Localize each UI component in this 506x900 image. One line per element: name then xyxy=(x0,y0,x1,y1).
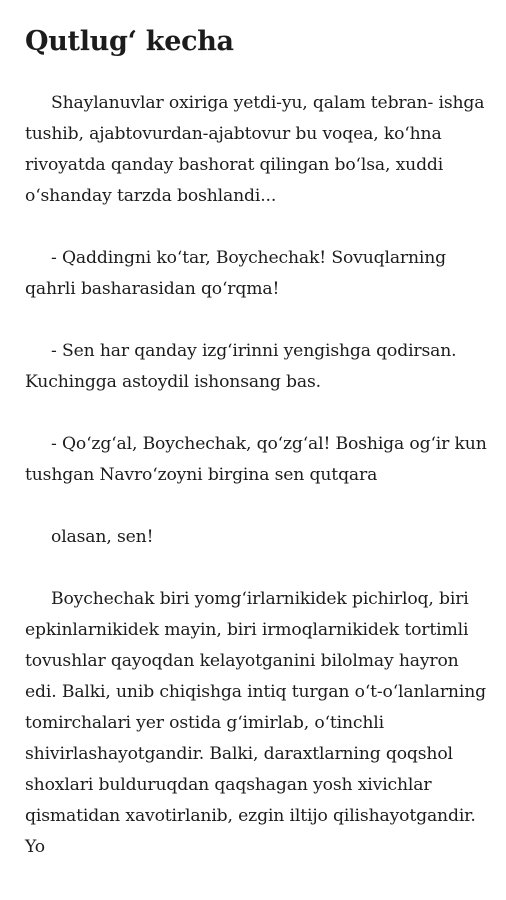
dialogue-line: - Qoʻzgʻal, Boychechak, qoʻzgʻal! Boshiga ogʻir kun tushgan Navroʻzoyni birgina sen qutqara xyxy=(25,434,487,485)
chapter-title: Qutlugʻ kecha xyxy=(25,26,234,57)
reader-page xyxy=(25,20,491,894)
paragraph: Shaylanuvlar oxiriga yetdi-yu, qalam tebran- ishga tushib, ajabtovurdan-ajabtovur bu voqea, koʻhna rivoyatda qanday bashorat qilingan boʻlsa, xuddi oʻshanday tarzda boshlandi... xyxy=(25,93,485,206)
dialogue-continuation: olasan, sen! xyxy=(51,527,154,547)
dialogue-line: - Sen har qanday izgʻirinni yengishga qodirsan. Kuchingga astoydil ishonsang bas. xyxy=(25,341,457,392)
paragraph: Boychechak biri yomgʻirlarnikidek pichirloq, biri epkinlarnikidek mayin, biri irmoqlarnikidek tortimli tovushlar qayoqdan kelayotganini bilolmay hayron edi. Balki, unib chiqishga intiq turgan oʻt-oʻlanlarning tomirchalari yer ostida gʻimirlab, oʻtinchli shivirlashayotgandir. Balki, daraxtlarning qoqshol shoxlari bulduruqdan qaqshagan yosh xivichlar qismatidan xavotirlanib, ezgin iltijo qilishayotgandir. Yo xyxy=(25,589,486,857)
dialogue-line: - Qaddingni koʻtar, Boychechak! Sovuqlarning qahrli basharasidan qoʻrqma! xyxy=(25,248,447,299)
